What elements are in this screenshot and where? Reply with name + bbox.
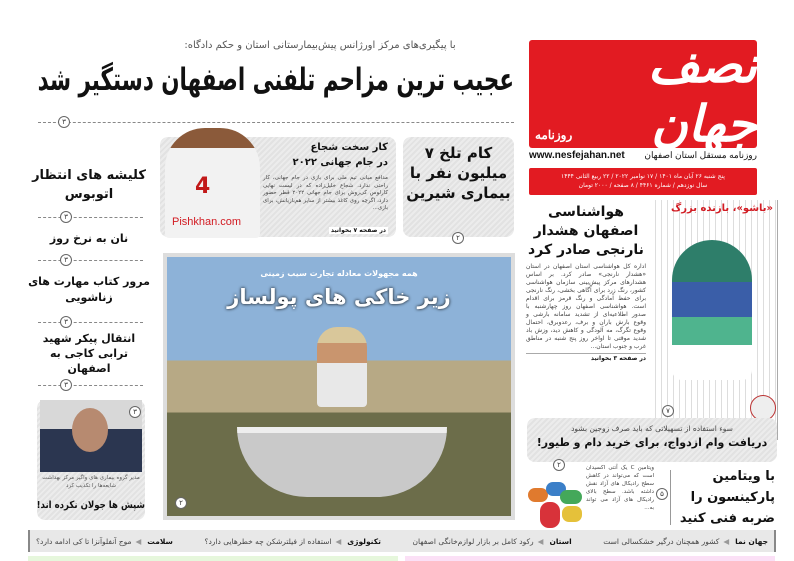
- player-figure: [672, 240, 752, 380]
- newspaper-logo: [529, 35, 757, 153]
- lead-headline[interactable]: [38, 62, 514, 98]
- website-link[interactable]: www.nesfejahan.net: [529, 150, 625, 161]
- date-bar: [529, 168, 757, 195]
- face: [72, 408, 108, 452]
- loan-kicker-text: سوء استفاده از تسهیلاتی که باید صرف زوجین بشود: [571, 424, 733, 433]
- logo-small: روزنامه: [535, 128, 573, 142]
- left-story-1[interactable]: کلیشه های انتظار اتوبوس: [32, 168, 146, 202]
- page-ref: ۳: [58, 116, 70, 128]
- interview-headline-text: شپش ها جولان نکرده اند!: [36, 500, 145, 511]
- jersey-number: 4: [195, 174, 211, 199]
- strip-green: [28, 556, 398, 561]
- footer-category: استان: [549, 536, 572, 546]
- footer-category: سلامت: [147, 536, 173, 546]
- footer-item[interactable]: [412, 537, 571, 546]
- weather-headline[interactable]: هواشناسی اصفهان هشدار نارنجی صادر کرد: [528, 204, 644, 258]
- page-ref: ۲: [553, 459, 565, 471]
- read-more[interactable]: در صفحه ۷ بخوانید: [330, 227, 386, 234]
- triangle-icon: ◀: [537, 536, 544, 546]
- vitamin-headline[interactable]: با ویتامین پارکینسون را ضربه فنی کنید: [679, 469, 775, 526]
- sports-photo[interactable]: [650, 200, 778, 440]
- page-ref: ۳: [129, 406, 141, 418]
- player-subtitle: در جام جهانی ۲۰۲۲: [292, 157, 388, 168]
- interview-box[interactable]: [37, 400, 145, 520]
- vitamin-body: ویتامین C یک آنتی اکسیدان است که می‌تواند در کاهش سطح رادیکال های آزاد نقش داشته باشد. سطح بالای رادیکال های آزاد می تواند به...: [586, 465, 654, 511]
- triangle-icon: ◀: [135, 536, 142, 546]
- page-ref: ۲: [452, 232, 464, 244]
- photo-kicker: همه مجهولات معادله تجارت سیب زمینی: [260, 269, 418, 278]
- footer-text: کشور همچنان درگیر خشکسالی است: [603, 536, 720, 546]
- divider: [38, 260, 143, 261]
- lead-headline-text: عجیب ترین مزاحم تلفنی اصفهان دستگیر شد: [37, 62, 514, 98]
- loan-headline: [527, 436, 777, 449]
- footer-category: جهان نما: [735, 536, 768, 546]
- loan-headline-text: دریافت وام ازدواج، برای خرید دام و طیور!: [536, 436, 768, 449]
- capsules-image: [528, 478, 584, 530]
- footer-text: رکود کامل بر بازار لوازم‌خانگی اصفهان: [412, 536, 534, 546]
- footer-text: استفاده از فیلترشکن چه خطرهایی دارد؟: [204, 536, 332, 546]
- page-ref: ۳: [60, 379, 72, 391]
- divider: [38, 385, 143, 386]
- loan-kicker: [527, 424, 777, 433]
- page-ref: ۲: [175, 497, 187, 509]
- weather-story: [526, 203, 646, 362]
- triangle-icon: ◀: [723, 536, 730, 546]
- divider: [38, 217, 143, 218]
- sugar-story[interactable]: [403, 137, 514, 237]
- interview-photo: [40, 400, 142, 472]
- issue-line: سال نوزدهم / شماره ۴۴۶۱ / ۸ صفحه / ۲۰۰۰ تومان: [578, 182, 708, 189]
- page-ref: ۳: [60, 316, 72, 328]
- strip-pink: [405, 556, 775, 561]
- triangle-icon: ◀: [335, 536, 342, 546]
- lead-kicker: [130, 40, 510, 51]
- masthead-info: [529, 150, 757, 161]
- divider: [670, 470, 671, 525]
- loan-story[interactable]: [527, 418, 777, 462]
- date-line: پنج شنبه ۲۶ آبان ماه ۱۴۰۱ / ۱۷ نوامبر ۲۰۲۲ / ۲۲ ربیع الثانی ۱۴۴۴: [561, 173, 725, 180]
- left-story-3[interactable]: مرور کتاب مهارت های زناشویی: [28, 275, 150, 304]
- page-ref: ۵: [656, 488, 668, 500]
- left-story-2[interactable]: نان به نرخ روز: [49, 232, 129, 245]
- footer-text: موج آنفلوآنزا تا کی ادامه دارد؟: [36, 536, 132, 546]
- page-ref: ۳: [60, 211, 72, 223]
- footer-item[interactable]: [36, 537, 173, 546]
- sports-label: «باشو»، بازنده بزرگ: [671, 203, 773, 214]
- page-ref: ۳: [60, 254, 72, 266]
- player-title: کار سخت شجاع: [310, 142, 388, 153]
- watermark: Pishkhan.com: [172, 216, 242, 228]
- weather-body: اداره کل هواشناسی استان اصفهان در استان «هشدار نارنجی» صادر کرد. بر اساس هشدارهای مرکز پیش‌بینی سازمان هواشناسی کشور، رنگ زرد برای آگاهی بخشی، رنگ نارنجی برای حفظ آمادگی و رنگ قرمز برای اقدام است. هواشناسی اصفهان روز چهارشنبه با صدور اطلاعیه‌ای از تشدید سامانه بارشی و وقوع بارش باران و برف، رعدوبرق، احتمال وقوع تگرگ، مه آلودگی و کاهش دید، وزش باد شدید موقتی تا اواخر روز پنج شنبه در مناطق غرب و جنوب استان...: [526, 263, 646, 350]
- interview-headline: [37, 500, 145, 511]
- farmer: [317, 327, 367, 407]
- photo-headline: زیر خاکی های پولساز: [227, 285, 451, 309]
- main-photo[interactable]: [163, 253, 515, 520]
- footer-item[interactable]: [603, 537, 768, 546]
- divider: [38, 322, 143, 323]
- read-more[interactable]: در صفحه ۳ بخوانید: [526, 353, 646, 362]
- tagline: روزنامه مستقل استان اصفهان: [644, 150, 757, 160]
- sugar-headline: کام تلخ ۷ میلیون نفر با بیماری شیرین: [406, 144, 511, 202]
- page-ref: ۷: [662, 405, 674, 417]
- divider: [38, 122, 514, 123]
- logo-text: نصف جهان: [647, 35, 757, 153]
- left-story-4[interactable]: انتقال پیکر شهید ترابی کاجی به اصفهان: [42, 332, 136, 375]
- footer-bar: [28, 530, 776, 552]
- player-body: مدافع میانی تیم ملی برای بازی در جام جهانی، کار راحتی ندارد. شجاع خلیل‌زاده که در لیست نهایی کارلوس کی‌روش برای جام جهانی ۲۰۲۲ قطر حضور دارد، اگرچه روی کاغذ بیشتر از سایر هم‌بازیانش، برای بازی...: [263, 175, 388, 211]
- interview-caption: مدیر گروه بیماری های واگیر مرکز بهداشت شایعه‌ها را تکذیب کرد: [42, 475, 140, 489]
- footer-category: تکنولوژی: [347, 536, 381, 546]
- bowl: [237, 427, 447, 497]
- lead-kicker-text: با پیگیری‌های مرکز اورژانس پیش‌بیمارستانی استان و حکم دادگاه:: [184, 40, 456, 51]
- footer-item[interactable]: [204, 537, 380, 546]
